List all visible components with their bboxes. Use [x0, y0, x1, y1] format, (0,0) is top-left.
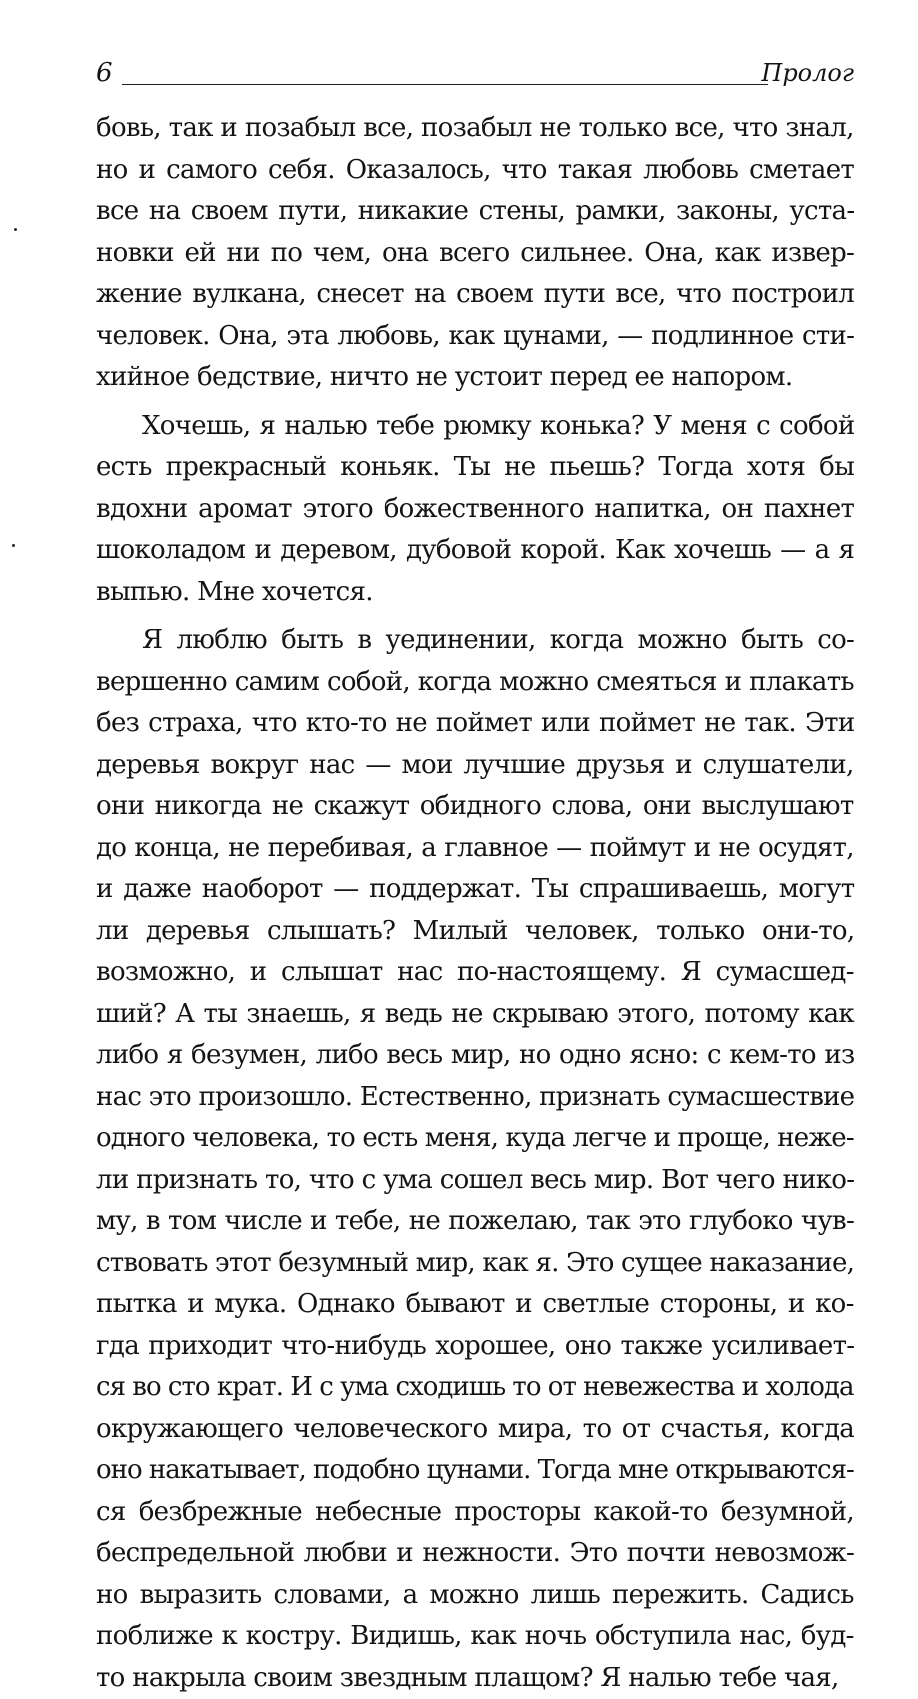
text-line: Я люблю быть в уединении, когда можно быть со- — [96, 620, 854, 662]
text-line: одного человека, то есть меня, куда легче и проще, неже- — [96, 1118, 854, 1160]
text-line: пытка и мука. Однако бывают и светлые стороны, и ко- — [96, 1284, 854, 1326]
paragraph — [96, 406, 854, 614]
text-line: выпью. Мне хочется. — [96, 572, 854, 614]
text-line: оно накатывает, подобно цунами. Тогда мне открываются- — [96, 1450, 854, 1492]
text-line: то накрыла своим звездным плащом? Я налью тебе чая, — [96, 1658, 854, 1699]
text-line: либо я безумен, либо весь мир, но одно ясно: с кем-то из — [96, 1035, 854, 1077]
text-line: гда приходит что-нибудь хорошее, оно также усиливает- — [96, 1326, 854, 1368]
text-line: деревья вокруг нас — мои лучшие друзья и слушатели, — [96, 745, 854, 787]
running-head: Пролог — [761, 58, 854, 88]
paragraph — [96, 620, 854, 1699]
text-line: хийное бедствие, ничто не устоит перед ее напором. — [96, 357, 854, 399]
text-line: ли признать то, что с ума сошел весь мир. Вот чего нико- — [96, 1160, 854, 1202]
text-line: но и самого себя. Оказалось, что такая любовь сметает — [96, 150, 854, 192]
text-line: вдохни аромат этого божественного напитка, он пахнет — [96, 489, 854, 531]
text-line: но выразить словами, а можно лишь пережить. Садись — [96, 1575, 854, 1617]
scan-speck — [14, 228, 17, 231]
scan-speck — [12, 544, 15, 547]
text-line: бовь, так и позабыл все, позабыл не только все, что знал, — [96, 108, 854, 150]
text-line: и даже наоборот — поддержат. Ты спрашиваешь, могут — [96, 869, 854, 911]
body-text — [96, 108, 854, 1699]
text-line: вершенно самим собой, когда можно смеяться и плакать — [96, 662, 854, 704]
text-line: возможно, и слышат нас по-настоящему. Я сумасшед- — [96, 952, 854, 994]
text-line: шоколадом и деревом, дубовой корой. Как хочешь — а я — [96, 530, 854, 572]
text-line: Хочешь, я налью тебе рюмку конька? У меня с собой — [96, 406, 854, 448]
text-line: человек. Она, эта любовь, как цунами, — подлинное сти- — [96, 316, 854, 358]
text-line: ствовать этот безумный мир, как я. Это сущее наказание, — [96, 1243, 854, 1285]
text-line: беспредельной любви и нежности. Это почти невозмож- — [96, 1533, 854, 1575]
text-line: окружающего человеческого мира, то от счастья, когда — [96, 1409, 854, 1451]
text-line: жение вулкана, снесет на своем пути все, что построил — [96, 274, 854, 316]
text-line: новки ей ни по чем, она всего сильнее. Она, как извер- — [96, 233, 854, 275]
text-line: ся безбрежные небесные просторы какой-то безумной, — [96, 1492, 854, 1534]
text-line: му, в том числе и тебе, не пожелаю, так это глубоко чув- — [96, 1201, 854, 1243]
paragraph — [96, 108, 854, 399]
page-header — [96, 58, 854, 94]
text-line: нас это произошло. Естественно, признать сумасшествие — [96, 1077, 854, 1119]
text-line: до конца, не перебивая, а главное — поймут и не осудят, — [96, 828, 854, 870]
text-line: поближе к костру. Видишь, как ночь обступила нас, буд- — [96, 1616, 854, 1658]
header-rule — [122, 84, 768, 85]
text-line: ли деревья слышать? Милый человек, только они-то, — [96, 911, 854, 953]
text-line: без страха, что кто-то не поймет или поймет не так. Эти — [96, 703, 854, 745]
text-line: ший? А ты знаешь, я ведь не скрываю этого, потому как — [96, 994, 854, 1036]
text-line: они никогда не скажут обидного слова, они выслушают — [96, 786, 854, 828]
page-number: 6 — [96, 58, 113, 88]
text-line: ся во сто крат. И с ума сходишь то от невежества и холода — [96, 1367, 854, 1409]
text-line: все на своем пути, никакие стены, рамки, законы, уста- — [96, 191, 854, 233]
text-line: есть прекрасный коньяк. Ты не пьешь? Тогда хотя бы — [96, 447, 854, 489]
